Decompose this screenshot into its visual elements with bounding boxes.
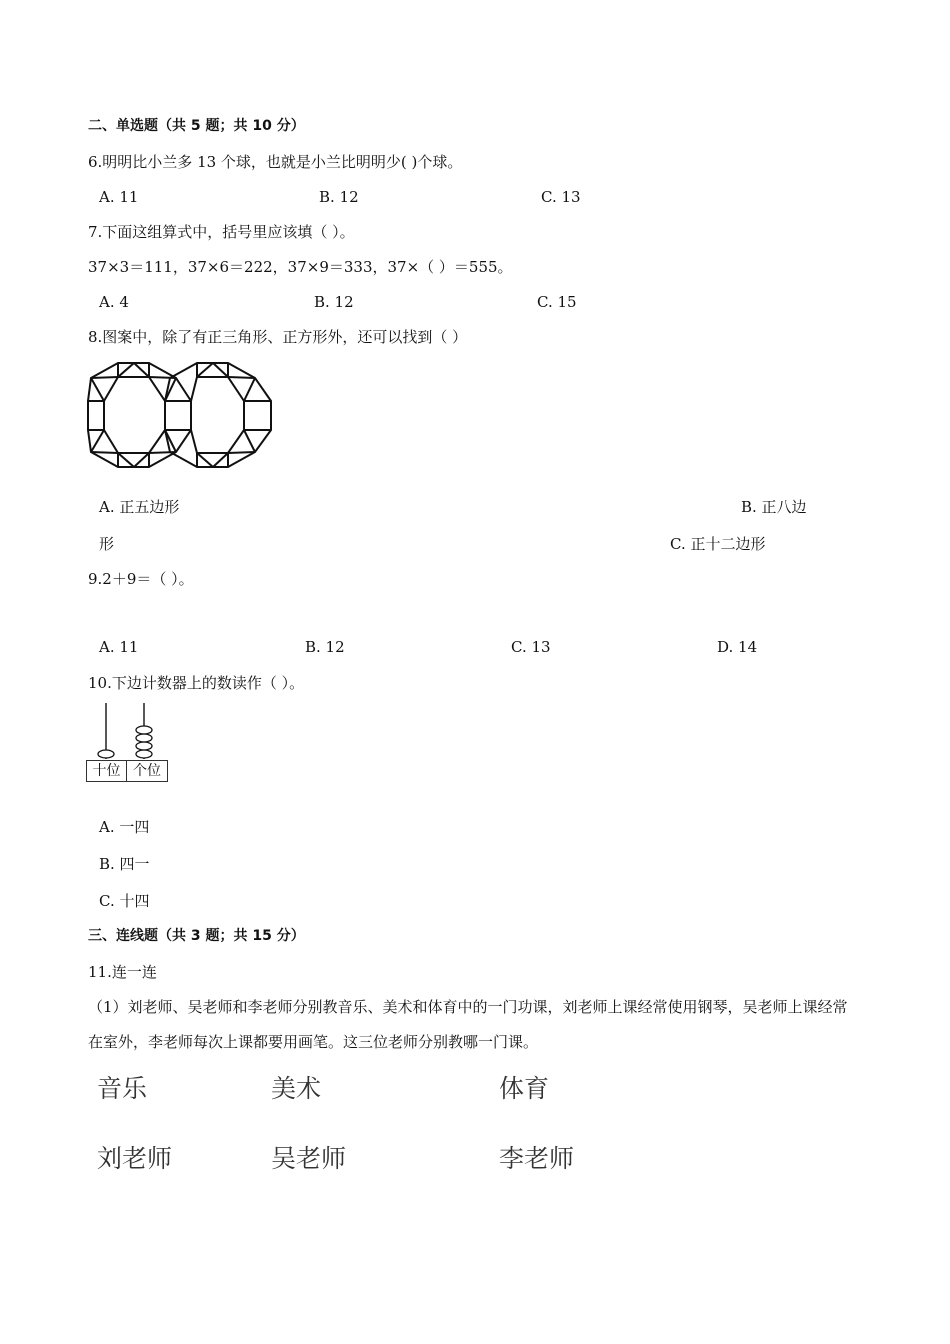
abacus-bead [98, 750, 114, 758]
option-d: D. 14 [717, 638, 758, 656]
section-heading: 二、单选题（共 5 题；共 10 分） [88, 118, 305, 134]
option-a: A. 一四 [99, 818, 150, 836]
abacus-bead [136, 742, 152, 750]
question-stem: 9.2＋9＝（ ）。 [88, 570, 194, 588]
abacus-bead [136, 734, 152, 742]
option-b: B. 四一 [99, 855, 150, 873]
subject-pe: 体育 [499, 1074, 550, 1103]
question-stem: 6.明明比小兰多 13 个球，也就是小兰比明明少( )个球。 [88, 153, 463, 171]
option-b: B. 正八边 [741, 498, 807, 516]
option-c: C. 13 [511, 638, 551, 656]
option-a: A. 4 [99, 293, 129, 311]
question-stem: 10.下边计数器上的数读作（ ）。 [88, 674, 305, 692]
option-b: B. 12 [305, 638, 345, 656]
option-c: C. 13 [541, 188, 581, 206]
option-a: A. 正五边形 [99, 498, 180, 516]
subject-music: 音乐 [97, 1074, 148, 1103]
teacher-wu: 吴老师 [271, 1144, 347, 1173]
question-paragraph: （1）刘老师、吴老师和李老师分别教音乐、美术和体育中的一门功课，刘老师上课经常使用钢琴，吴老师上课经常在室外，李老师每次上课都要用画笔。这三位老师分别教哪一门课。 [88, 998, 848, 1051]
teacher-li: 李老师 [499, 1144, 575, 1173]
option-a: A. 11 [99, 638, 139, 656]
abacus-figure [86, 703, 168, 781]
abacus-bead [136, 750, 152, 758]
option-c: C. 15 [537, 293, 577, 311]
question-stem: 8.图案中，除了有正三角形、正方形外，还可以找到（ ） [88, 328, 468, 346]
option-c: C. 十四 [99, 892, 150, 910]
subject-art: 美术 [271, 1074, 322, 1103]
tens-label: 十位 [87, 761, 127, 781]
option-b-continued: 形 [99, 535, 115, 553]
question-stem: 11.连一连 [88, 963, 157, 981]
ones-label: 个位 [133, 763, 161, 779]
option-b: B. 12 [319, 188, 359, 206]
section-heading: 三、连线题（共 3 题；共 15 分） [88, 928, 305, 944]
polygon-pattern-figure [88, 356, 274, 468]
question-stem: 7.下面这组算式中，括号里应该填（ ）。 [88, 223, 355, 241]
teacher-liu: 刘老师 [97, 1144, 173, 1173]
abacus-bead [136, 726, 152, 734]
option-a: A. 11 [99, 188, 139, 206]
option-b: B. 12 [314, 293, 354, 311]
question-line: 37×3＝111，37×6＝222，37×9＝333，37×（ ）＝555。 [88, 258, 513, 276]
option-c: C. 正十二边形 [670, 535, 766, 553]
